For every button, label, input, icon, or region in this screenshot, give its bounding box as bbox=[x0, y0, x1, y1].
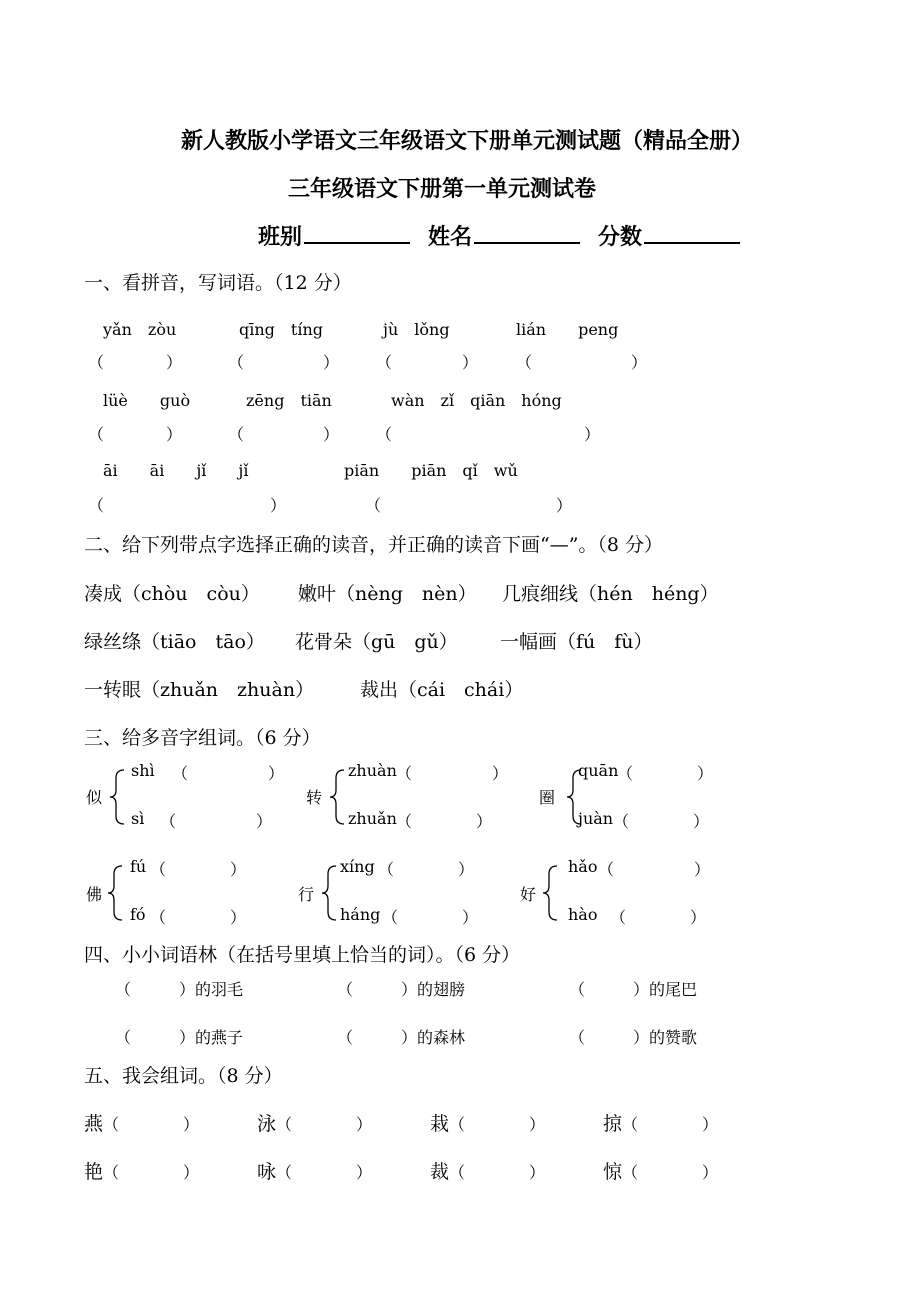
answer-open-paren: （ bbox=[88, 353, 105, 372]
answer-paren[interactable]: （ ） bbox=[610, 908, 707, 927]
answer-close-paren: ） bbox=[166, 425, 183, 444]
polyphone-pinyin: hào bbox=[568, 905, 598, 924]
polyphone-pinyin: shì bbox=[131, 761, 155, 780]
student-info-line bbox=[258, 220, 740, 251]
answer-paren[interactable]: （ ） bbox=[378, 860, 475, 879]
name-blank[interactable] bbox=[474, 222, 580, 244]
reading-choice-item[interactable]: 几痕细线（hén héng） bbox=[502, 583, 719, 605]
name-label: 姓名 bbox=[428, 224, 473, 250]
answer-close-paren: ） bbox=[584, 425, 601, 444]
answer-close-paren: ） bbox=[166, 353, 183, 372]
compose-char: 泳 bbox=[257, 1113, 277, 1135]
answer-open-paren: （ bbox=[365, 496, 382, 515]
polyphone-char: 似 bbox=[86, 788, 103, 807]
compose-char: 掠 bbox=[603, 1113, 623, 1135]
compose-word-item[interactable]: 燕（ ） bbox=[84, 1113, 200, 1135]
compose-word-item[interactable]: 咏（ ） bbox=[257, 1161, 373, 1183]
pinyin-item: lián peng bbox=[516, 320, 619, 339]
polyphone-pinyin: zhuàn bbox=[348, 761, 397, 780]
polyphone-pinyin: fú bbox=[130, 857, 147, 876]
fill-word-suffix: ）的羽毛 bbox=[179, 980, 244, 999]
score-blank[interactable] bbox=[644, 222, 740, 244]
brace-icon bbox=[108, 768, 128, 826]
answer-paren[interactable]: （ ） bbox=[613, 812, 710, 831]
polyphone-pinyin: quān bbox=[578, 761, 619, 780]
polyphone-char: 圈 bbox=[539, 788, 556, 807]
compose-word-item[interactable]: 泳（ ） bbox=[257, 1113, 373, 1135]
compose-char: 惊 bbox=[603, 1161, 623, 1183]
answer-close-paren: ） bbox=[556, 496, 573, 515]
pinyin-item: qīng tíng bbox=[239, 320, 324, 339]
section-1-heading: 一、看拼音，写词语。（12 分） bbox=[84, 272, 352, 294]
reading-choice-item[interactable]: 嫩叶（nèng nèn） bbox=[298, 583, 477, 605]
class-label: 班别 bbox=[258, 224, 303, 250]
answer-open-paren: （ bbox=[228, 425, 245, 444]
pinyin-item: zēng tiān bbox=[246, 391, 332, 410]
section-3-heading: 三、给多音字组词。（6 分） bbox=[84, 727, 321, 749]
document-title: 新人教版小学语文三年级语文下册单元测试题（精品全册） bbox=[181, 128, 754, 154]
polyphone-pinyin: hǎo bbox=[568, 857, 598, 876]
document-subtitle: 三年级语文下册第一单元测试卷 bbox=[288, 176, 597, 202]
compose-char: 咏 bbox=[257, 1161, 277, 1183]
answer-paren[interactable]: （ ） bbox=[396, 812, 493, 831]
pinyin-item: āi āi jǐ jǐ bbox=[103, 461, 249, 480]
fill-word-item[interactable]: （ ）的森林 bbox=[337, 1028, 466, 1047]
compose-word-item[interactable]: 艳（ ） bbox=[84, 1161, 200, 1183]
reading-choice-item[interactable]: 一转眼（zhuǎn zhuàn） bbox=[84, 679, 315, 701]
fill-word-suffix: ）的赞歌 bbox=[633, 1028, 698, 1047]
compose-word-item[interactable]: 栽（ ） bbox=[430, 1113, 546, 1135]
polyphone-char: 佛 bbox=[86, 885, 103, 904]
polyphone-pinyin: zhuǎn bbox=[348, 809, 397, 828]
polyphone-pinyin: juàn bbox=[578, 809, 614, 828]
section-2-heading: 二、给下列带点字选择正确的读音，并正确的读音下画“—”。（8 分） bbox=[84, 534, 664, 556]
answer-open-paren: （ bbox=[88, 425, 105, 444]
answer-paren[interactable]: （ ） bbox=[172, 764, 285, 783]
answer-paren[interactable]: （ ） bbox=[396, 764, 509, 783]
section-4-heading: 四、小小词语林（在括号里填上恰当的词）。（6 分） bbox=[84, 944, 521, 966]
fill-word-suffix: ）的翅膀 bbox=[401, 980, 466, 999]
pinyin-item: yǎn zòu bbox=[103, 320, 177, 339]
polyphone-char: 转 bbox=[306, 788, 323, 807]
fill-word-item[interactable]: （ ）的赞歌 bbox=[569, 1028, 698, 1047]
polyphone-pinyin: xíng bbox=[340, 857, 375, 876]
fill-word-item[interactable]: （ ）的燕子 bbox=[115, 1028, 244, 1047]
pinyin-item: lüè guò bbox=[103, 391, 191, 410]
polyphone-char: 好 bbox=[520, 885, 537, 904]
reading-choice-item[interactable]: 凑成（chòu còu） bbox=[84, 583, 260, 605]
fill-word-item[interactable]: （ ）的羽毛 bbox=[115, 980, 244, 999]
fill-word-suffix: ）的燕子 bbox=[179, 1028, 244, 1047]
answer-close-paren: ） bbox=[323, 353, 340, 372]
compose-word-item[interactable]: 惊（ ） bbox=[603, 1161, 719, 1183]
section-5-heading: 五、我会组词。（8 分） bbox=[84, 1065, 283, 1087]
reading-choice-item[interactable]: 花骨朵（gū gǔ） bbox=[295, 631, 458, 653]
answer-close-paren: ） bbox=[323, 425, 340, 444]
fill-word-suffix: ）的森林 bbox=[401, 1028, 466, 1047]
polyphone-pinyin: háng bbox=[340, 905, 381, 924]
fill-word-item[interactable]: （ ）的尾巴 bbox=[569, 980, 698, 999]
answer-paren[interactable]: （ ） bbox=[150, 860, 247, 879]
pinyin-item: piān piān qǐ wǔ bbox=[344, 461, 518, 480]
score-label: 分数 bbox=[598, 224, 643, 250]
compose-char: 艳 bbox=[84, 1161, 104, 1183]
answer-open-paren: （ bbox=[376, 425, 393, 444]
answer-open-paren: （ bbox=[376, 353, 393, 372]
brace-icon bbox=[106, 864, 126, 922]
compose-char: 裁 bbox=[430, 1161, 450, 1183]
answer-close-paren: ） bbox=[270, 496, 287, 515]
class-blank[interactable] bbox=[304, 222, 410, 244]
answer-paren[interactable]: （ ） bbox=[598, 860, 711, 879]
pinyin-item: wàn zǐ qiān hóng bbox=[391, 391, 562, 410]
answer-paren[interactable]: （ ） bbox=[382, 908, 479, 927]
answer-open-paren: （ bbox=[516, 353, 533, 372]
brace-icon bbox=[328, 768, 348, 826]
fill-word-item[interactable]: （ ）的翅膀 bbox=[337, 980, 466, 999]
answer-close-paren: ） bbox=[631, 353, 648, 372]
answer-paren[interactable]: （ ） bbox=[150, 908, 247, 927]
answer-open-paren: （ bbox=[228, 353, 245, 372]
reading-choice-item[interactable]: 一幅画（fú fù） bbox=[500, 631, 653, 653]
brace-icon bbox=[541, 864, 561, 922]
polyphone-pinyin: sì bbox=[131, 809, 145, 828]
compose-word-item[interactable]: 掠（ ） bbox=[603, 1113, 719, 1135]
pinyin-item: jù lǒng bbox=[383, 320, 450, 339]
polyphone-char: 行 bbox=[298, 885, 315, 904]
compose-char: 燕 bbox=[84, 1113, 104, 1135]
fill-word-suffix: ）的尾巴 bbox=[633, 980, 698, 999]
compose-word-item[interactable]: 裁（ ） bbox=[430, 1161, 546, 1183]
reading-choice-item[interactable]: 绿丝绦（tiāo tāo） bbox=[84, 631, 265, 653]
compose-char: 栽 bbox=[430, 1113, 450, 1135]
answer-paren[interactable]: （ ） bbox=[617, 764, 714, 783]
answer-open-paren: （ bbox=[88, 496, 105, 515]
answer-close-paren: ） bbox=[462, 353, 479, 372]
polyphone-pinyin: fó bbox=[130, 905, 146, 924]
brace-icon bbox=[320, 864, 340, 922]
reading-choice-item[interactable]: 裁出（cái chái） bbox=[360, 679, 524, 701]
answer-paren[interactable]: （ ） bbox=[160, 812, 273, 831]
